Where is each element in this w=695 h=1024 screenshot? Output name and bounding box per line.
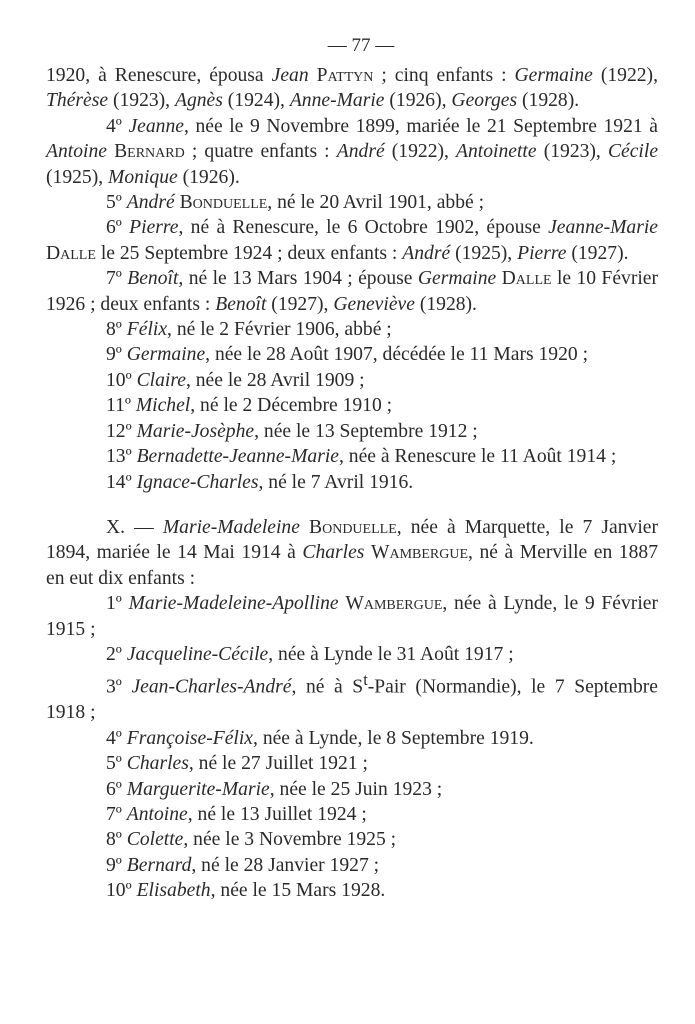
- entry-6-pierre: 6º Pierre, né à Renescure, le 6 Octobre 1902, épouse Jeanne-Marie Dalle le 25 Septembre 1924 ; deux enfants : André (1925), Pierre (1927).: [46, 217, 658, 264]
- entry-12-marie-josephe: 12º Marie-Josèphe, née le 13 Septembre 1912 ;: [106, 420, 478, 442]
- entry-11-michel: 11º Michel, né le 2 Décembre 1910 ;: [106, 395, 393, 417]
- child-7: 7º Antoine, né le 13 Juillet 1924 ;: [106, 803, 367, 825]
- section-gap: [46, 495, 658, 515]
- child-6: 6º Marguerite-Marie, née le 25 Juin 1923 ;: [106, 778, 443, 800]
- child-2: 2º Jacqueline-Cécile, née à Lynde le 31 Août 1917 ;: [106, 643, 514, 665]
- entry-14-ignace-charles: 14º Ignace-Charles, né le 7 Avril 1916.: [106, 471, 414, 493]
- entry-7-benoit: 7º Benoît, né le 13 Mars 1904 ; épouse Germaine Dalle le 10 Février 1926 ; deux enfants : Benoît (1927), Geneviève (1928).: [46, 268, 659, 315]
- child-3: 3º Jean-Charles-André, né à $S^t$-Pair (Normandie), le 7 Septembre 1918 ;: [46, 670, 658, 724]
- child-9: 9º Bernard, né le 28 Janvier 1927 ;: [106, 854, 380, 876]
- page-number: — 77 —: [327, 35, 395, 56]
- child-5: 5º Charles, né le 27 Juillet 1921 ;: [106, 753, 368, 775]
- entry-4-jeanne: 4º Jeanne, née le 9 Novembre 1899, mariée le 21 Septembre 1921 à Antoine Bernard ; quatre enfants : André (1922), Antoinette (1923), Cécile (1925), Monique (1926).: [46, 115, 659, 188]
- child-1: 1º Marie-Madeleine-Apolline Wambergue, née à Lynde, le 9 Février 1915 ;: [46, 593, 658, 640]
- entry-8-felix: 8º Félix, né le 2 Février 1906, abbé ;: [106, 319, 392, 341]
- entry-10-claire: 10º Claire, née le 28 Avril 1909 ;: [106, 369, 365, 391]
- entry-continuation: 1920, à Renescure, épousa Jean Pattyn ; cinq enfants : Germaine (1922), Thérèse (1923), Agnès (1924), Anne-Marie (1926), Georges (1928).: [46, 65, 658, 112]
- entry-13-bernadette: 13º Bernadette-Jeanne-Marie, née à Renescure le 11 Août 1914 ;: [106, 446, 617, 468]
- entry-9-germaine: 9º Germaine, née le 28 Août 1907, décédée le 11 Mars 1920 ;: [106, 344, 589, 366]
- entry-5-andre: 5º André Bonduelle, né le 20 Avril 1901, abbé ;: [106, 192, 485, 214]
- child-4: 4º Françoise-Félix, née à Lynde, le 8 Septembre 1919.: [106, 727, 534, 749]
- section-x-heading: X. — Marie-Madeleine Bonduelle, née à Marquette, le 7 Janvier 1894, mariée le 14 Mai 1914 à Charles Wambergue, né à Merville en 1887 en eut dix enfants :: [46, 516, 658, 589]
- child-10: 10º Elisabeth, née le 15 Mars 1928.: [106, 880, 386, 902]
- child-8: 8º Colette, née le 3 Novembre 1925 ;: [106, 829, 397, 851]
